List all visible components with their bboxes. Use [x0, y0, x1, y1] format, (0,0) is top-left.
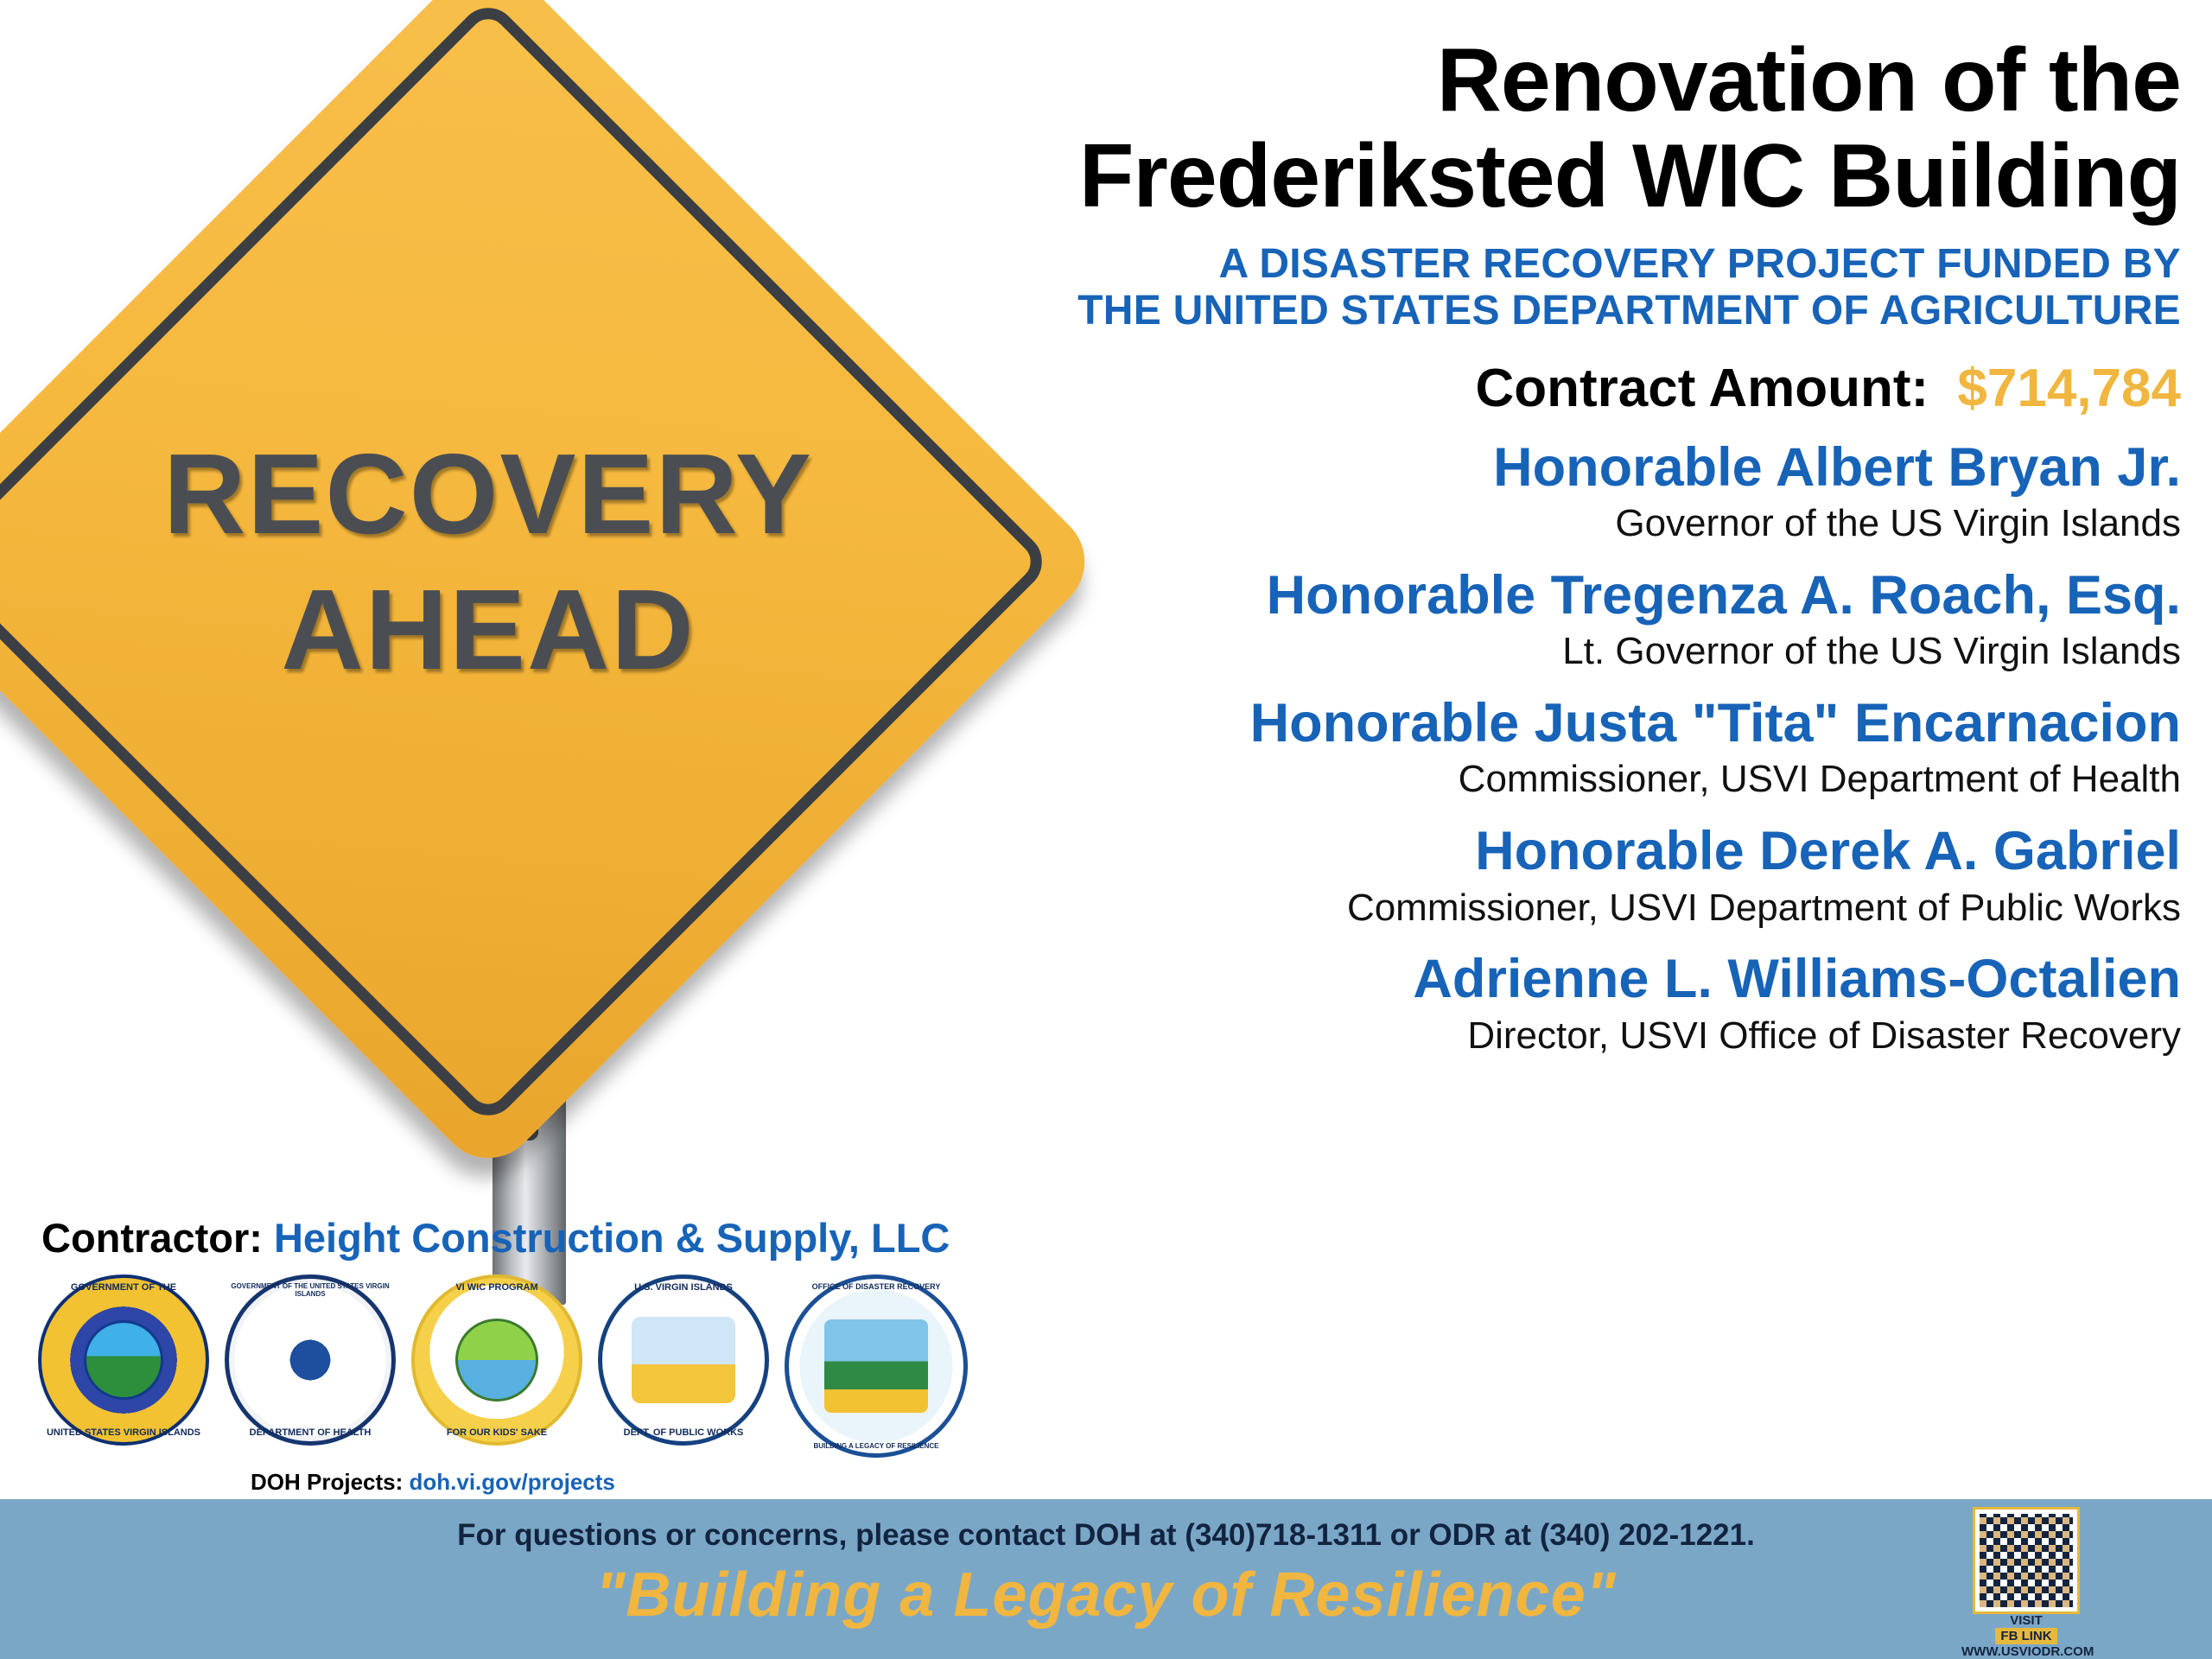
seal-ring [411, 1274, 582, 1446]
sign-line-2: AHEAD [281, 566, 696, 693]
seal-bottom-text: UNITED STATES VIRGIN ISLANDS [46, 1427, 201, 1438]
usvi-department-of-health-seal [225, 1274, 396, 1446]
qr-url-label: WWW.USVIODR.COM [1961, 1644, 2094, 1659]
official-entry [712, 950, 2181, 1058]
doh-projects-link[interactable]: doh.vi.gov/projects [409, 1469, 615, 1495]
footer-bar [0, 1499, 2212, 1659]
qr-fb-label: FB LINK [1995, 1628, 2056, 1644]
subtitle-line-2: THE UNITED STATES DEPARTMENT OF AGRICULTURE [1077, 288, 2181, 334]
seal-top-text: VI WIC PROGRAM [455, 1282, 538, 1293]
contractor-name: Height Construction & Supply, LLC [273, 1215, 950, 1261]
seal-top-text: U.S. VIRGIN ISLANDS [634, 1282, 733, 1293]
doh-projects-label: DOH Projects: [251, 1469, 404, 1495]
title-line-2: Frederiksted WIC Building [1078, 126, 2181, 227]
usvi-department-of-public-works-seal [598, 1274, 769, 1446]
contract-amount-label: Contract Amount: [1475, 358, 1929, 418]
seal-bottom-text: BUILDING A LEGACY OF RESILIENCE [813, 1442, 939, 1450]
contract-amount-row [712, 358, 2181, 419]
official-role: Lt. Governor of the US Virgin Islands [1562, 630, 2181, 673]
contractor-line [41, 1214, 950, 1262]
caduceus-icon [263, 1313, 358, 1408]
qr-visit-label: VISIT [2010, 1613, 2043, 1628]
island-sunrise-icon [824, 1319, 928, 1413]
seal-ring [785, 1274, 968, 1458]
seal-top-text: GOVERNMENT OF THE [70, 1282, 177, 1293]
official-name: Honorable Justa "Tita" Encarnacion [1249, 693, 2181, 754]
official-role: Director, USVI Office of Disaster Recovery [1467, 1014, 2181, 1057]
wic-emblem-icon [455, 1319, 538, 1402]
official-name: Honorable Derek A. Gabriel [1475, 821, 2181, 882]
official-name: Honorable Tregenza A. Roach, Esq. [1266, 565, 2181, 626]
official-role: Commissioner, USVI Department of Public Works [1346, 886, 2181, 929]
bulldozer-icon [632, 1317, 735, 1403]
official-entry [712, 566, 2181, 675]
seal-ring [225, 1274, 396, 1446]
seal-ring [38, 1274, 209, 1446]
official-role: Governor of the US Virgin Islands [1615, 502, 2181, 545]
footer-slogan: "Building a Legacy of Resilience" [595, 1560, 1617, 1630]
seal-top-text: GOVERNMENT OF THE UNITED STATES VIRGIN ISLANDS [231, 1282, 390, 1298]
official-name: Adrienne L. Williams-Octalien [1413, 949, 2181, 1010]
official-entry [712, 822, 2181, 931]
agency-seals-row [38, 1274, 968, 1458]
qr-code-block[interactable] [1961, 1510, 2094, 1659]
seal-emblem-icon [84, 1320, 163, 1400]
doh-projects-line [251, 1469, 615, 1496]
seal-top-text: OFFICE OF DISASTER RECOVERY [811, 1282, 941, 1291]
seal-bottom-text: DEPT. OF PUBLIC WORKS [623, 1427, 744, 1438]
contractor-label: Contractor: [41, 1215, 263, 1261]
vi-wic-program-seal [411, 1274, 582, 1446]
subtitle-line-1: A DISASTER RECOVERY PROJECT FUNDED BY [1218, 240, 2181, 287]
page-subtitle [712, 241, 2181, 335]
title-line-1: Renovation of the [1436, 30, 2181, 130]
page-title [712, 30, 2181, 227]
project-info-panel [712, 30, 2181, 1058]
qr-code-icon[interactable] [1975, 1510, 2077, 1611]
office-of-disaster-recovery-seal [785, 1274, 968, 1458]
seal-bottom-text: FOR OUR KIDS' SAKE [446, 1427, 548, 1438]
footer-contact-text: For questions or concerns, please contact DOH at (340)718-1311 or ODR at (340) 202-1221. [457, 1518, 1755, 1552]
official-name: Honorable Albert Bryan Jr. [1493, 436, 2181, 498]
official-role: Commissioner, USVI Department of Health [1458, 758, 2181, 801]
seal-bottom-text: DEPARTMENT OF HEALTH [249, 1427, 372, 1438]
official-entry [712, 694, 2181, 803]
sign-line-1: RECOVERY [163, 430, 813, 557]
seal-ring [598, 1274, 769, 1446]
contract-amount-value: $714,784 [1957, 358, 2181, 418]
government-of-the-usvi-seal [38, 1274, 209, 1446]
official-entry [712, 438, 2181, 547]
